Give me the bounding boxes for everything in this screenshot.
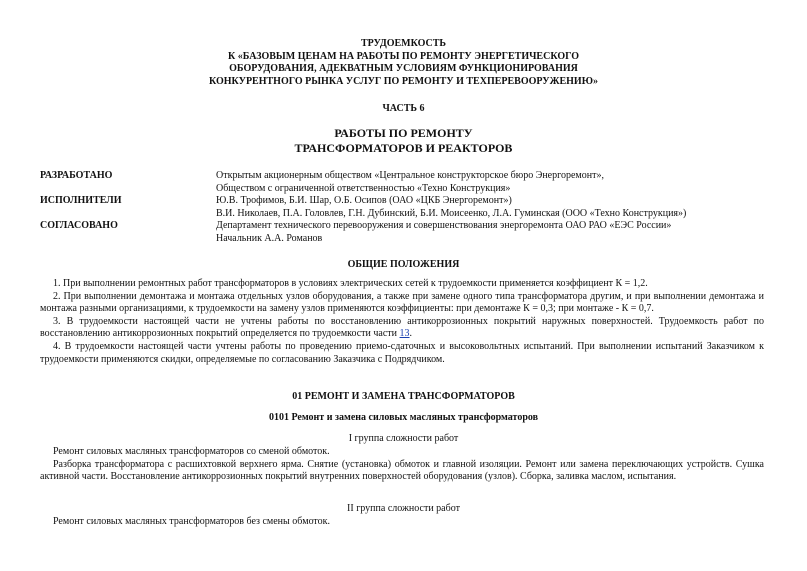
- paragraph: Ремонт силовых масляных трансформаторов со сменой обмоток.: [53, 446, 330, 457]
- title-line: ОБОРУДОВАНИЯ, АДЕКВАТНЫМ УСЛОВИЯМ ФУНКЦИОНИРОВАНИЯ: [229, 63, 578, 75]
- credits-block: [40, 170, 770, 246]
- section-title-line: ТРАНСФОРМАТОРОВ И РЕАКТОРОВ: [294, 141, 513, 155]
- complexity-group-title: I группа сложности работ: [348, 433, 459, 444]
- credits-line: В.И. Николаев, П.А. Головлев, Г.Н. Дубинский, Б.И. Моисеенко, Л.А. Гуминская (ООО «Техно Конструкция»): [216, 207, 687, 219]
- credits-value: [216, 220, 770, 245]
- credits-row-developed: [40, 170, 770, 195]
- part-13-link[interactable]: 13: [399, 328, 410, 340]
- part-number: ЧАСТЬ 6: [382, 103, 425, 114]
- general-provisions-body: [40, 278, 764, 366]
- title-line: ТРУДОЕМКОСТЬ: [360, 38, 447, 49]
- group1-body: [40, 446, 764, 484]
- document-title: [40, 38, 767, 88]
- credits-value: [216, 170, 770, 195]
- credits-row-approved: [40, 220, 770, 245]
- credits-key: СОГЛАСОВАНО: [40, 220, 118, 232]
- credits-row-executors: [40, 195, 770, 220]
- paragraph: 1. При выполнении ремонтных работ трансформаторов в условиях электрических сетей к трудоемкости применяется коэффициент К = 1,2.: [53, 278, 648, 289]
- paragraph: [40, 316, 764, 341]
- section-title: [40, 126, 767, 156]
- section-heading: 01 РЕМОНТ И ЗАМЕНА ТРАНСФОРМАТОРОВ: [292, 391, 515, 402]
- credits-line: Обществом с ограниченной ответственностью «Техно Конструкция»: [216, 182, 511, 194]
- credits-line: Открытым акционерным обществом «Центральное конструкторское бюро Энергоремонт»,: [216, 170, 604, 181]
- paragraph: 4. В трудоемкости настоящей части учтены работы по проведению приемо-сдаточных и высоковольтных испытаний. При выполнении испытаний Заказчиком к трудоемкости применяются скидки, определяемые по согласованию Заказчика с Подрядчиком.: [40, 340, 764, 365]
- title-line: КОНКУРЕНТНОГО РЫНКА УСЛУГ ПО РЕМОНТУ И ТЕХПЕРЕВООРУЖЕНИЮ»: [209, 75, 598, 87]
- credits-line: Ю.В. Трофимов, Б.И. Шар, О.Б. Осипов (ОАО «ЦКБ Энергоремонт»): [216, 195, 512, 207]
- credits-key: ИСПОЛНИТЕЛИ: [40, 195, 122, 207]
- paragraph: Ремонт силовых масляных трансформаторов без смены обмоток.: [53, 516, 331, 527]
- general-provisions-heading: ОБЩИЕ ПОЛОЖЕНИЯ: [347, 259, 460, 270]
- paragraph: Разборка трансформатора с расшихтовкой верхнего ярма. Снятие (установка) обмоток и главной изоляции. Ремонт или замена переключающих устройств. Сушка активной части. Восстановление антикоррозионных покрытий внутренних поверхностей оборудования (узлов). Сборка, заливка маслом, испытания.: [40, 458, 764, 483]
- paragraph: 2. При выполнении демонтажа и монтажа отдельных узлов оборудования, а также при замене одного типа трансформатора другим, и при выполнении демонтажа и монтажа разными организациями, к трудоемкости на замену узлов применяются коэффициенты: при демонтаже К = 0,3; при монтаже - К = 0,7.: [40, 290, 764, 315]
- credits-value: [216, 195, 770, 220]
- title-line: К «БАЗОВЫМ ЦЕНАМ НА РАБОТЫ ПО РЕМОНТУ ЭНЕРГЕТИЧЕСКОГО: [228, 50, 579, 62]
- group2-body: [40, 516, 764, 529]
- subsection-heading: 0101 Ремонт и замена силовых масляных трансформаторов: [268, 412, 539, 423]
- credits-key: РАЗРАБОТАНО: [40, 170, 113, 181]
- paragraph-text: .: [409, 328, 413, 340]
- credits-line: Департамент технического перевооружения и совершенствования энергоремонта ОАО РАО «ЕЭС России»: [216, 220, 672, 232]
- credits-line: Начальник А.А. Романов: [216, 232, 323, 244]
- section-title-line: РАБОТЫ ПО РЕМОНТУ: [334, 126, 473, 140]
- complexity-group-title: II группа сложности работ: [347, 503, 460, 514]
- paragraph-text: 3. В трудоемкости настоящей части не учтены работы по восстановлению антикоррозионных покрытий наружных поверхностей. Трудоемкость работ по восстановлению антикоррозионных покрытий определяется по трудоемкости части: [40, 315, 764, 340]
